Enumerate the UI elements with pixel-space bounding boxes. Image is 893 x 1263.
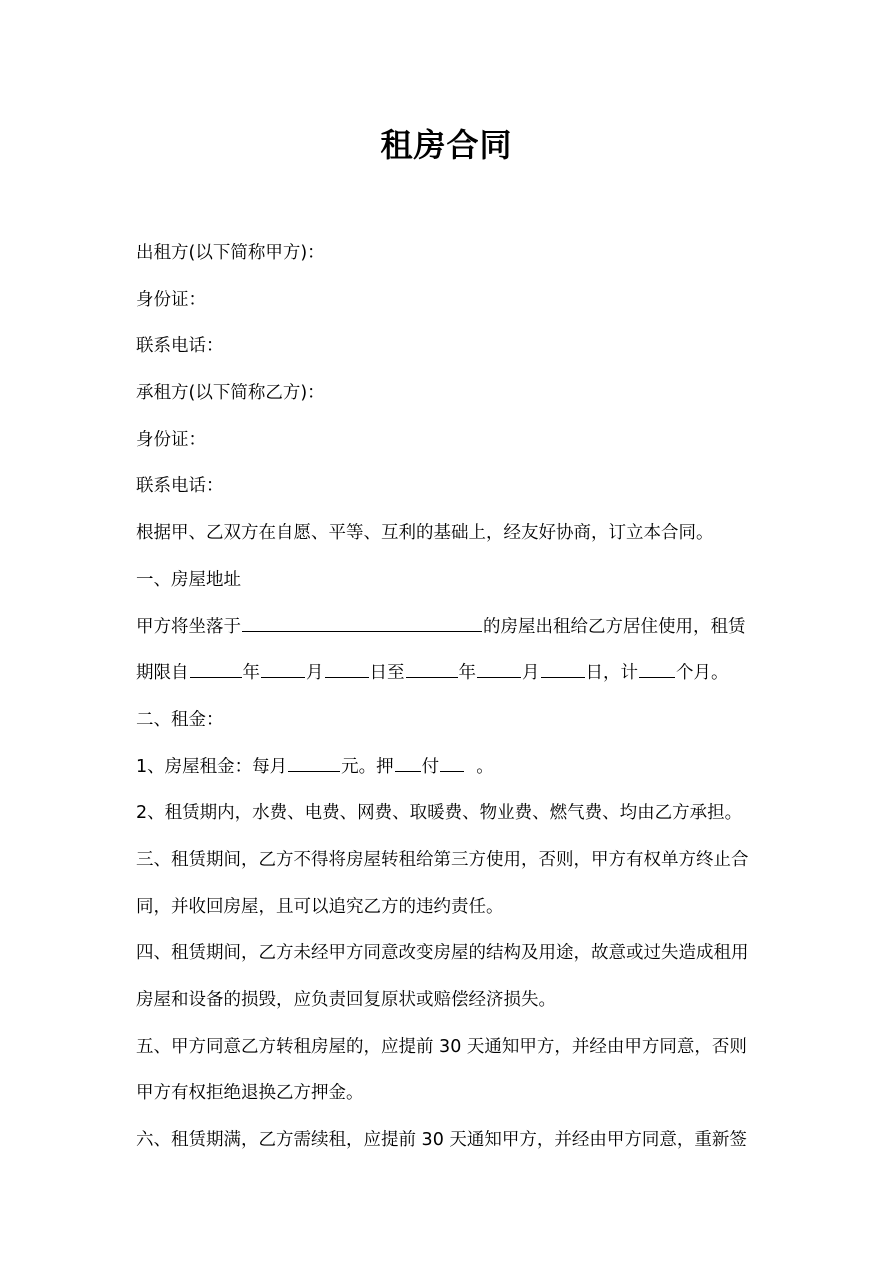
section6-line1: 六、租赁期满，乙方需续租，应提前 30 天通知甲方，并经由甲方同意，重新签 bbox=[136, 1130, 747, 1151]
section4-line1: 四、租赁期间，乙方未经甲方同意改变房屋的结构及用途，故意或过失造成租用 bbox=[136, 943, 749, 964]
section2-heading: 二、租金： bbox=[136, 709, 224, 730]
start-month-blank bbox=[261, 676, 305, 678]
lessor-phone-label: 联系电话： bbox=[136, 336, 224, 357]
section3-line1: 三、租赁期间，乙方不得将房屋转租给第三方使用，否则，甲方有权单方终止合 bbox=[136, 849, 749, 870]
term-prefix: 期限自 bbox=[136, 663, 189, 684]
end-month-unit: 月 bbox=[522, 663, 540, 684]
pay-blank bbox=[440, 770, 464, 772]
address-prefix: 甲方将坐落于 bbox=[136, 616, 241, 637]
section1-line1 bbox=[136, 604, 766, 651]
section4-line2: 房屋和设备的损毁，应负责回复原状或赔偿经济损失。 bbox=[136, 990, 556, 1010]
start-month-unit: 月 bbox=[306, 663, 324, 684]
address-suffix: 的房屋出租给乙方居住使用，租赁 bbox=[483, 616, 746, 637]
start-day-blank bbox=[325, 676, 369, 678]
lessee-phone-label: 联系电话： bbox=[136, 476, 224, 497]
lessee-id-label: 身份证： bbox=[136, 429, 206, 450]
utilities-line: 2、租赁期内，水费、电费、网费、取暖费、物业费、燃气费、均由乙方承担。 bbox=[136, 803, 743, 824]
contract-body bbox=[136, 230, 766, 1164]
section1-heading: 一、房屋地址 bbox=[136, 569, 241, 590]
months-unit: 个月。 bbox=[676, 663, 729, 684]
start-year-unit: 年 bbox=[242, 663, 260, 684]
section1-line2 bbox=[136, 650, 766, 697]
lessor-label: 出租方(以下简称甲方)： bbox=[136, 243, 325, 263]
document-title: 租房合同 bbox=[380, 126, 513, 164]
address-blank bbox=[242, 630, 482, 632]
end-month-blank bbox=[477, 676, 521, 678]
section3-line2: 同，并收回房屋，且可以追究乙方的违约责任。 bbox=[136, 896, 504, 917]
deposit-blank bbox=[395, 770, 421, 772]
section5-line2: 甲方有权拒绝退换乙方押金。 bbox=[136, 1083, 364, 1104]
rent-end-mark: 。 bbox=[476, 756, 494, 777]
end-day-blank bbox=[541, 676, 585, 678]
lessee-label: 承租方(以下简称乙方)： bbox=[136, 383, 325, 404]
start-day-unit: 日至 bbox=[369, 663, 405, 684]
lessor-id-label: 身份证： bbox=[136, 289, 206, 310]
months-blank bbox=[639, 676, 675, 678]
rent-deposit-label: 元。押 bbox=[341, 756, 394, 777]
end-year-unit: 年 bbox=[458, 663, 476, 684]
rent-line bbox=[136, 744, 766, 791]
preamble: 根据甲、乙双方在自愿、平等、互利的基础上，经友好协商，订立本合同。 bbox=[136, 523, 714, 544]
section5-line1: 五、甲方同意乙方转租房屋的，应提前 30 天通知甲方，并经由甲方同意，否则 bbox=[136, 1036, 747, 1057]
rent-prefix: 1、房屋租金：每月 bbox=[136, 756, 288, 777]
start-year-blank bbox=[190, 676, 242, 678]
rent-amount-blank bbox=[288, 770, 340, 772]
end-day-unit: 日，计 bbox=[585, 663, 638, 684]
end-year-blank bbox=[406, 676, 458, 678]
rent-pay-label: 付 bbox=[421, 756, 440, 777]
